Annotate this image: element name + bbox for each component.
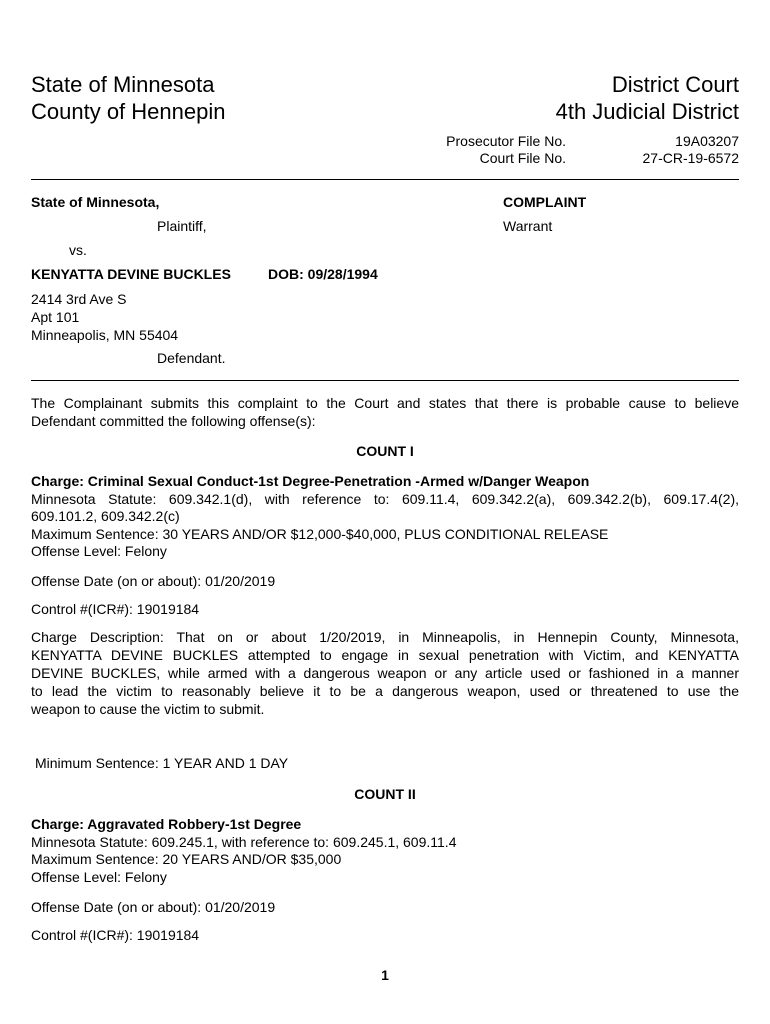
document-type: COMPLAINT [503, 194, 587, 210]
state-name: State of Minnesota [31, 72, 215, 97]
count-1-details [31, 473, 739, 561]
count-2-statute: Minnesota Statute: 609.245.1, with reference to: 609.245.1, 609.11.4 [31, 833, 457, 850]
page-number: 1 [381, 967, 389, 983]
count-2-offense-date: Offense Date (on or about): 01/20/2019 [31, 899, 276, 915]
plaintiff-name: State of Minnesota, [31, 194, 160, 210]
versus-label: vs. [69, 242, 87, 258]
address-line-1: 2414 3rd Ave S [31, 291, 127, 307]
header-divider [31, 179, 739, 180]
address-line-2: Apt 101 [31, 309, 80, 325]
prosecutor-file-number: 19A03207 [675, 133, 739, 149]
count-2-control-number: Control #(ICR#): 19019184 [31, 927, 200, 943]
prosecutor-file-label: Prosecutor File No. [446, 133, 566, 149]
count-1-offense-level: Offense Level: Felony [31, 543, 167, 559]
count-1-statute-line-2: 609.101.2, 609.342.2(c) [31, 508, 180, 524]
count-1-description [31, 628, 739, 718]
count-1-desc-line-5: weapon to cause the victim to submit. [31, 701, 265, 717]
count-1-desc-line-3: DEVINE BUCKLES, while armed with a dangerous weapon or any article used or fashioned in a manner [31, 665, 739, 681]
address-line-3: Minneapolis, MN 55404 [31, 327, 179, 343]
court-name: District Court [611, 72, 739, 97]
count-2-max-sentence: Maximum Sentence: 20 YEARS AND/OR $35,000 [31, 851, 342, 867]
count-2-charge: Charge: Aggravated Robbery-1st Degree [31, 816, 302, 832]
count-1-desc-line-2: KENYATTA DEVINE BUCKLES attempted to engage in sexual penetration with Victim, and KENYATTA [31, 647, 739, 663]
court-block [556, 71, 739, 125]
count-1-statute-line-1: Minnesota Statute: 609.342.1(d), with reference to: 609.11.4, 609.342.2(a), 609.342.2(b), 609.17.4(2), [31, 490, 739, 507]
count-2-offense-level: Offense Level: Felony [31, 868, 167, 885]
judicial-district: 4th Judicial District [555, 99, 739, 124]
count-2-heading: COUNT II [354, 786, 416, 802]
count-1-max-sentence: Maximum Sentence: 30 YEARS AND/OR $12,000-$40,000, PLUS CONDITIONAL RELEASE [31, 525, 609, 542]
county-name: County of Hennepin [31, 99, 226, 124]
plaintiff-role: Plaintiff, [157, 218, 207, 234]
jurisdiction-block [31, 71, 225, 125]
court-file-number: 27-CR-19-6572 [642, 150, 739, 166]
document-subtype: Warrant [503, 218, 553, 234]
caption-divider [31, 380, 739, 381]
count-1-min-sentence: Minimum Sentence: 1 YEAR AND 1 DAY [35, 755, 289, 771]
count-1-control-number: Control #(ICR#): 19019184 [31, 601, 200, 617]
intro-paragraph [31, 394, 739, 430]
count-1-desc-line-1: Charge Description: That on or about 1/20/2019, in Minneapolis, in Hennepin County, Minnesota, [31, 629, 739, 645]
defendant-dob: DOB: 09/28/1994 [268, 266, 378, 282]
defendant-role: Defendant. [157, 350, 226, 366]
court-file-label: Court File No. [479, 150, 566, 166]
count-1-heading: COUNT I [356, 443, 414, 459]
defendant-name: KENYATTA DEVINE BUCKLES [31, 266, 231, 282]
count-1-desc-line-4: to lead the victim to reasonably believe it to be a dangerous weapon, used or threatened to use the [31, 683, 739, 699]
intro-line-1: The Complainant submits this complaint to the Court and states that there is probable cause to believe [31, 395, 739, 411]
count-1-offense-date: Offense Date (on or about): 01/20/2019 [31, 573, 276, 589]
file-number-values [599, 133, 739, 167]
intro-line-2: Defendant committed the following offense(s): [31, 413, 316, 429]
count-2-details [31, 816, 739, 886]
file-number-labels [400, 133, 566, 167]
count-1-charge: Charge: Criminal Sexual Conduct-1st Degree-Penetration -Armed w/Danger Weapon [31, 473, 590, 489]
